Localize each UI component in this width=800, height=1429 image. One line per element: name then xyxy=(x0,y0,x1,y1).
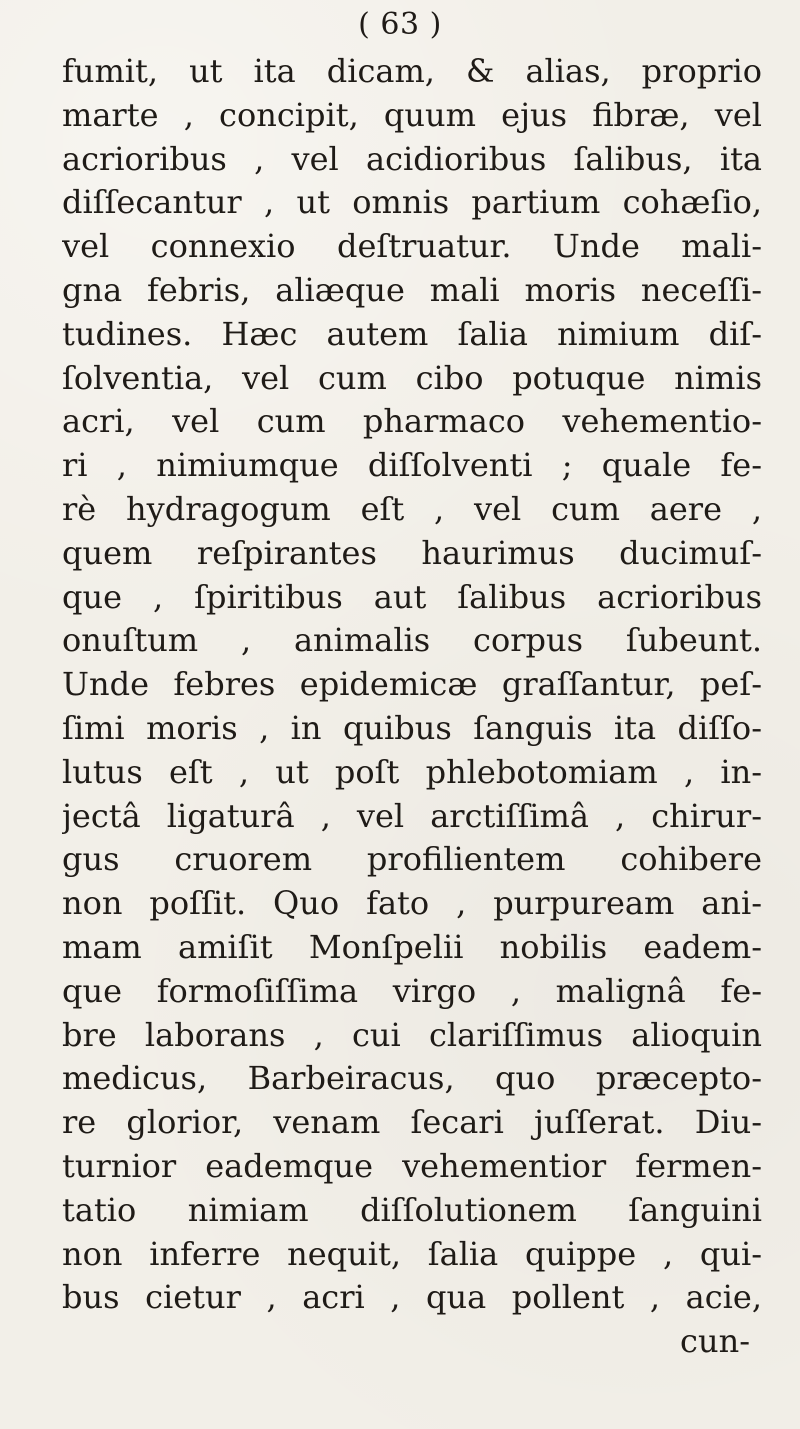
text-line: lutus eſt , ut poſt phlebotomiam , in- xyxy=(62,752,762,791)
text-line: non inferre nequit, ſalia quippe , qui- xyxy=(62,1234,762,1273)
text-line: bus cietur , acri , qua pollent , acie, xyxy=(62,1278,762,1317)
catchword: cun- xyxy=(680,1322,750,1361)
text-line: que formoſiſſima virgo , malignâ fe- xyxy=(62,971,762,1010)
text-line: ſolventia, vel cum cibo potuque nimis xyxy=(62,358,762,397)
text-line: fumit, ut ita dicam, & alias, proprio xyxy=(62,52,762,90)
text-line: marte , concipit, quum ejus fibræ, vel xyxy=(62,95,762,134)
text-line: gus cruorem profilientem cohibere xyxy=(62,840,762,879)
text-line: tudines. Hæc autem ſalia nimium diſ- xyxy=(62,314,762,353)
text-line: quem reſpirantes haurimus ducimuſ- xyxy=(62,533,762,572)
text-line: jectâ ligaturâ , vel arctiſſimâ , chirur- xyxy=(62,796,762,835)
text-line: mam amiſit Monſpelii nobilis eadem- xyxy=(62,927,762,966)
text-line: ſimi moris , in quibus ſanguis ita diſſo- xyxy=(62,708,762,747)
text-line: bre laborans , cui clariſſimus alioquin xyxy=(62,1015,762,1054)
text-line: que , ſpiritibus aut ſalibus acrioribus xyxy=(62,577,762,616)
text-line: diſſecantur , ut omnis partium cohæſio, xyxy=(62,183,762,222)
text-line: turnior eademque vehementior fermen- xyxy=(62,1146,762,1185)
text-line: acrioribus , vel acidioribus ſalibus, ita xyxy=(62,139,762,178)
text-line: acri, vel cum pharmaco vehementio- xyxy=(62,402,762,441)
text-line: non poſſit. Quo fato , purpuream ani- xyxy=(62,884,762,923)
text-line: Unde febres epidemicæ graſſantur, peſ- xyxy=(62,665,762,704)
text-line: ri , nimiumque diſſolventi ; quale fe- xyxy=(62,446,762,485)
text-line: vel connexio deſtruatur. Unde mali- xyxy=(62,227,762,266)
text-line: re glorior, venam ſecari juſſerat. Diu- xyxy=(62,1103,762,1142)
text-line: onuſtum , animalis corpus ſubeunt. xyxy=(62,621,762,660)
text-line: tatio nimiam diſſolutionem ſanguini xyxy=(62,1190,762,1229)
body-text xyxy=(62,50,762,1364)
text-line: rè hydragogum eſt , vel cum aere , xyxy=(62,489,762,528)
text-line: medicus, Barbeiracus, quo præcepto- xyxy=(62,1059,762,1098)
text-line: gna febris, aliæque mali moris neceſſi- xyxy=(62,270,762,309)
page-number: ( 63 ) xyxy=(358,7,442,42)
